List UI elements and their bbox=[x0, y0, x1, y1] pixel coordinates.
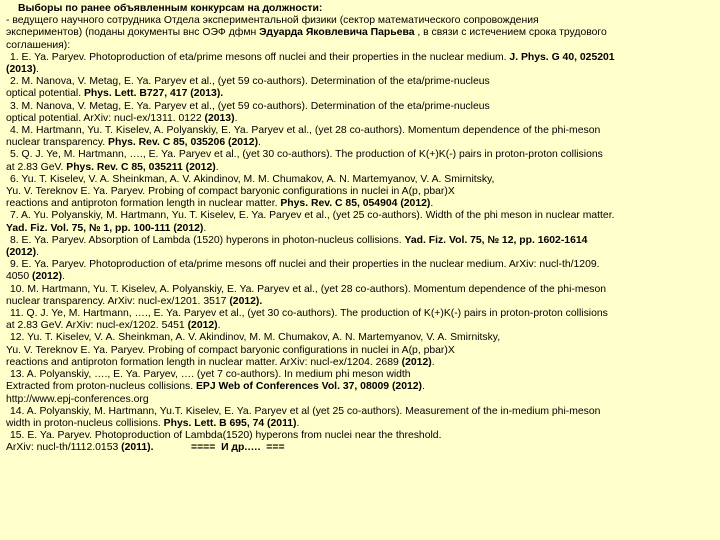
publication-text: 1. E. Ya. Paryev. Photoproduction of eta/prime mesons off nuclei and their properties in the nuclear medium. bbox=[10, 51, 510, 63]
publication-reference: (2013) bbox=[204, 112, 235, 124]
publication-item bbox=[6, 369, 718, 406]
publication-item bbox=[6, 52, 718, 76]
publication-text: at 2.83 GeV. ArXiv: nucl-ex/1202. 5451 bbox=[6, 320, 188, 332]
publication-punct: . bbox=[215, 161, 219, 173]
publication-line bbox=[6, 88, 718, 100]
publication-line: Yu. V. Tereknov E. Ya. Paryev. Probing of compact baryonic configurations in nuclei in A(p, pbar)X bbox=[6, 344, 455, 356]
publication-text: at 2.83 GeV. bbox=[6, 161, 67, 173]
publication-reference: (2012) bbox=[401, 356, 432, 368]
publication-line: 14. A. Polyanskiy, M. Hartmann, Yu.T. Kiselev, E. Ya. Paryev et al (yet 25 co-authors). Measurement of the in-medium phi-meson bbox=[10, 405, 601, 417]
publication-punct: . bbox=[203, 222, 207, 234]
publication-reference: Phys. Rev. C 85, 054904 (2012) bbox=[280, 198, 431, 210]
publication-line bbox=[6, 418, 718, 430]
publication-reference: EPJ Web of Conferences Vol. 37, 08009 (2012) bbox=[196, 381, 422, 393]
publication-item bbox=[6, 76, 718, 100]
publication-text: ArXiv: nucl-th/1112.0153 bbox=[6, 442, 122, 454]
publication-text: optical potential. bbox=[6, 88, 84, 100]
publication-line: 10. M. Hartmann, Yu. T. Kiselev, A. Polyanskiy, E. Ya. Paryev et al., (yet 28 co-authors). Momentum dependence of the phi-meson bbox=[10, 283, 607, 295]
publication-text: Extracted from proton-nucleus collisions. bbox=[6, 381, 196, 393]
publication-line bbox=[6, 247, 718, 259]
publication-punct: . bbox=[430, 198, 434, 210]
publication-line bbox=[6, 381, 718, 393]
publication-line: 7. A. Yu. Polyanskiy, M. Hartmann, Yu. T. Kiselev, E. Ya. Paryev et al., (yet 25 co-authors). Width of the phi meson in nuclear matter. bbox=[10, 210, 615, 222]
publication-reference: Yad. Fiz. Vol. 75, № 12, pp. 1602-1614 bbox=[404, 234, 588, 246]
intro-line-3: соглашения): bbox=[6, 39, 71, 51]
publication-line bbox=[6, 198, 718, 210]
publication-reference: (2012) bbox=[187, 320, 218, 332]
publication-item bbox=[6, 125, 718, 149]
publication-item bbox=[6, 284, 718, 308]
publication-line bbox=[6, 235, 718, 247]
publication-punct: . bbox=[36, 64, 39, 76]
publication-item bbox=[6, 259, 718, 283]
publication-line bbox=[6, 137, 718, 149]
publication-reference: (2012). bbox=[229, 295, 263, 307]
list-continuation: ==== И др.…. === bbox=[153, 442, 285, 454]
publication-line: 4. M. Hartmann, Yu. T. Kiselev, A. Polyanskiy, E. Ya. Paryev et al., (yet 28 co-authors). Momentum dependence of the phi-meson bbox=[10, 125, 601, 137]
publication-line bbox=[6, 162, 718, 174]
publication-text: width in proton-nucleus collisions. bbox=[6, 417, 164, 429]
publication-item bbox=[6, 174, 718, 211]
publication-item bbox=[6, 235, 718, 259]
intro-line-2-tail: , в связи с истечением срока трудового bbox=[414, 27, 607, 39]
conference-url: http://www.epj-conferences.org bbox=[6, 393, 149, 405]
publication-line: 15. E. Ya. Paryev. Photoproduction of Lambda(1520) hyperons from nuclei near the threshold. bbox=[10, 430, 442, 442]
publication-line: 11. Q. J. Ye, M. Hartmann, …., E. Ya. Paryev et al., (yet 30 co-authors). The production of K(+)K(-) pairs in proton-proton collisions bbox=[10, 308, 608, 320]
publication-item bbox=[6, 332, 718, 369]
publication-reference: (2011). bbox=[121, 442, 154, 454]
candidate-name: Эдуарда Яковлевича Парьева bbox=[259, 27, 415, 39]
publication-text: reactions and antiproton formation length in nuclear matter. bbox=[6, 198, 281, 210]
publication-reference: J. Phys. G 40, 025201 bbox=[509, 51, 615, 63]
intro-line-1: - ведущего научного сотрудника Отдела экспериментальной физики (сектор математического сопровождения bbox=[6, 15, 539, 27]
publication-reference: Yad. Fiz. Vol. 75, № 1, pp. 100-111 (2012) bbox=[6, 222, 204, 234]
publication-reference: Phys. Lett. B727, 417 (2013). bbox=[83, 88, 224, 100]
publication-reference: Phys. Rev. C 85, 035211 (2012) bbox=[66, 161, 216, 173]
publication-item bbox=[6, 406, 718, 430]
publication-line bbox=[6, 296, 718, 308]
publication-line: 5. Q. J. Ye, M. Hartmann, …., E. Ya. Paryev et al., (yet 30 co-authors). The production of K(+)K(-) pairs in proton-proton collisions bbox=[10, 149, 603, 161]
publication-punct: . bbox=[36, 247, 39, 259]
publication-text: nuclear transparency. ArXiv: nucl-ex/1201. 3517 bbox=[6, 295, 230, 307]
publication-punct: . bbox=[422, 381, 425, 393]
intro-paragraph bbox=[6, 15, 718, 52]
publication-punct: . bbox=[431, 356, 435, 368]
publication-line bbox=[6, 271, 718, 283]
publication-line: 12. Yu. T. Kiselev, V. A. Sheinkman, A. V. Akindinov, M. M. Chumakov, A. N. Martemyanov, V. A. Smirnitsky, bbox=[10, 332, 501, 344]
publication-line: 6. Yu. T. Kiselev, V. A. Sheinkman, A. V. Akindinov, M. M. Chumakov, A. N. Martemyanov, V. A. Smirnitsky, bbox=[10, 173, 495, 185]
publication-line bbox=[6, 357, 718, 369]
publication-punct: . bbox=[217, 320, 221, 332]
intro-line-2 bbox=[6, 27, 718, 39]
publication-punct: . bbox=[258, 137, 261, 149]
publication-line bbox=[6, 223, 718, 235]
intro-line-2-text: экспериментов) (поданы документы внс ОЭФ дфмн bbox=[6, 27, 260, 39]
publication-line: 3. M. Nanova, V. Metag, E. Ya. Paryev et al., (yet 59 co-authors). Determination of the eta/prime-nucleus bbox=[10, 100, 490, 112]
publication-punct: . bbox=[234, 112, 238, 124]
publication-text: reactions and antiproton formation length in nuclear matter. ArXiv: nucl-ex/1204. 2689 bbox=[6, 356, 402, 368]
publication-item bbox=[6, 210, 718, 234]
publication-text: nuclear transparency. bbox=[6, 137, 109, 149]
publication-reference: (2013) bbox=[6, 64, 37, 76]
publication-item bbox=[6, 308, 718, 332]
page-title: Выборы по ранее объявленным конкурсам на должности: bbox=[18, 3, 323, 14]
publication-line bbox=[6, 52, 718, 64]
publication-reference: Phys. Rev. C 85, 035206 (2012) bbox=[108, 137, 259, 149]
publication-line: 2. M. Nanova, V. Metag, E. Ya. Paryev et al., (yet 59 co-authors). Determination of the eta/prime-nucleus bbox=[10, 76, 490, 88]
publication-line bbox=[6, 442, 718, 454]
publication-text: optical potential. ArXiv: nucl-ex/1311. 0122 bbox=[6, 112, 205, 124]
publication-text: 4050 bbox=[6, 271, 33, 283]
publication-item bbox=[6, 149, 718, 173]
publication-line bbox=[6, 113, 718, 125]
publication-line: 9. E. Ya. Paryev. Photoproduction of eta/prime mesons off nuclei and their properties in the nuclear medium. ArXiv: nucl-th/1209. bbox=[10, 259, 600, 271]
publication-text: 8. E. Ya. Paryev. Absorption of Lambda (1520) hyperons in photon-nucleus collisions. bbox=[10, 234, 405, 246]
publication-item bbox=[6, 101, 718, 125]
publication-line: 13. A. Polyanskiy, …., E. Ya. Paryev, …. (yet 7 co-authors). In medium phi meson width bbox=[10, 369, 411, 381]
publication-line bbox=[6, 64, 718, 76]
publication-punct: . bbox=[62, 271, 65, 283]
publication-item bbox=[6, 430, 718, 454]
publication-punct: . bbox=[296, 417, 300, 429]
publication-reference: (2012) bbox=[32, 271, 63, 283]
publication-line: Yu. V. Tereknov E. Ya. Paryev. Probing of compact baryonic configurations in nuclei in A(p, pbar)X bbox=[6, 186, 455, 198]
publication-reference: Phys. Lett. B 695, 74 (2011) bbox=[163, 417, 297, 429]
publication-line bbox=[6, 320, 718, 332]
publication-reference: (2012) bbox=[6, 247, 37, 259]
